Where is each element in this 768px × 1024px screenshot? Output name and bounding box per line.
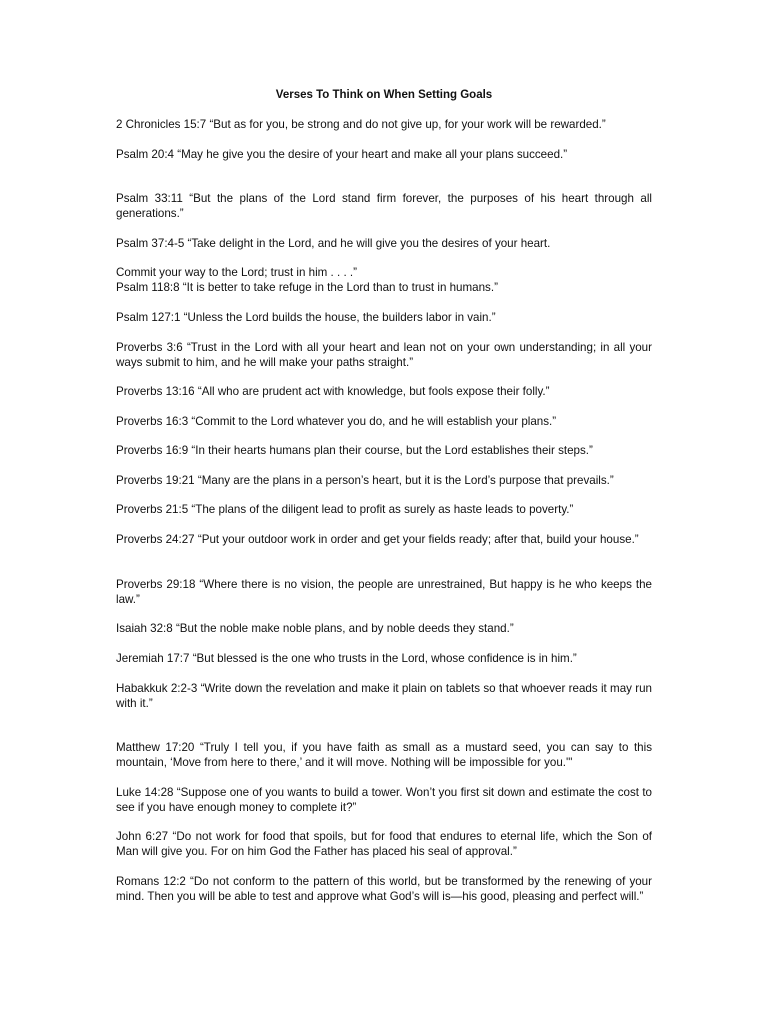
verse-2-chronicles-15-7: 2 Chronicles 15:7 “But as for you, be strong and do not give up, for your work will be rewarded.” bbox=[116, 118, 606, 131]
verse-psalm-127-1: Psalm 127:1 “Unless the Lord builds the house, the builders labor in vain.” bbox=[116, 311, 496, 324]
verse-jeremiah-17-7: Jeremiah 17:7 “But blessed is the one who trusts in the Lord, whose confidence is in him.” bbox=[116, 652, 577, 665]
verse-isaiah-32-8: Isaiah 32:8 “But the noble make noble plans, and by noble deeds they stand.” bbox=[116, 622, 514, 635]
verse-proverbs-29-18: Proverbs 29:18 “Where there is no vision, the people are unrestrained, But happy is he who keeps the law.” bbox=[116, 578, 652, 606]
verse-romans-12-2: Romans 12:2 “Do not conform to the pattern of this world, but be transformed by the renewing of your mind. Then you will be able to test and approve what God’s will is—his good, pleasing and perfect will.” bbox=[116, 875, 652, 903]
verse-matthew-17-20: Matthew 17:20 “Truly I tell you, if you have faith as small as a mustard seed, you can say to this mountain, ‘Move from here to there,’ and it will move. Nothing will be impossible for you.'" bbox=[116, 741, 652, 769]
verse-proverbs-21-5: Proverbs 21:5 “The plans of the diligent lead to profit as surely as haste leads to poverty.” bbox=[116, 503, 574, 516]
verse-proverbs-16-3: Proverbs 16:3 “Commit to the Lord whatever you do, and he will establish your plans.” bbox=[116, 415, 557, 428]
verse-psalm-20-4: Psalm 20:4 “May he give you the desire of your heart and make all your plans succeed.” bbox=[116, 148, 568, 161]
verse-habakkuk-2-2-3: Habakkuk 2:2-3 “Write down the revelation and make it plain on tablets so that whoever reads it may run with it.” bbox=[116, 682, 652, 710]
page-title: Verses To Think on When Setting Goals bbox=[275, 89, 493, 101]
verse-proverbs-3-6: Proverbs 3:6 “Trust in the Lord with all your heart and lean not on your own understanding; in all your ways submit to him, and he will make your paths straight.” bbox=[116, 341, 652, 369]
verse-psalm-37-4-5: Psalm 37:4-5 “Take delight in the Lord, and he will give you the desires of your heart. bbox=[116, 237, 551, 250]
verse-psalm-37-5-continued: Commit your way to the Lord; trust in him . . . .” bbox=[116, 266, 357, 279]
verse-luke-14-28: Luke 14:28 “Suppose one of you wants to build a tower. Won’t you first sit down and estimate the cost to see if you have enough money to complete it?” bbox=[116, 786, 652, 814]
verse-proverbs-24-27: Proverbs 24:27 “Put your outdoor work in order and get your fields ready; after that, build your house.” bbox=[116, 533, 639, 546]
verse-psalm-118-8: Psalm 118:8 “It is better to take refuge in the Lord than to trust in humans.” bbox=[116, 281, 498, 294]
verse-proverbs-16-9: Proverbs 16:9 “In their hearts humans plan their course, but the Lord establishes their steps.” bbox=[116, 444, 593, 457]
verse-psalm-33-11: Psalm 33:11 “But the plans of the Lord stand firm forever, the purposes of his heart through all generations.” bbox=[116, 192, 652, 220]
verse-john-6-27: John 6:27 “Do not work for food that spoils, but for food that endures to eternal life, which the Son of Man will give you. For on him God the Father has placed his seal of approval.” bbox=[116, 830, 652, 858]
verse-proverbs-19-21: Proverbs 19:21 “Many are the plans in a person’s heart, but it is the Lord’s purpose that prevails.” bbox=[116, 474, 614, 487]
verse-proverbs-13-16: Proverbs 13:16 “All who are prudent act with knowledge, but fools expose their folly.” bbox=[116, 385, 550, 398]
